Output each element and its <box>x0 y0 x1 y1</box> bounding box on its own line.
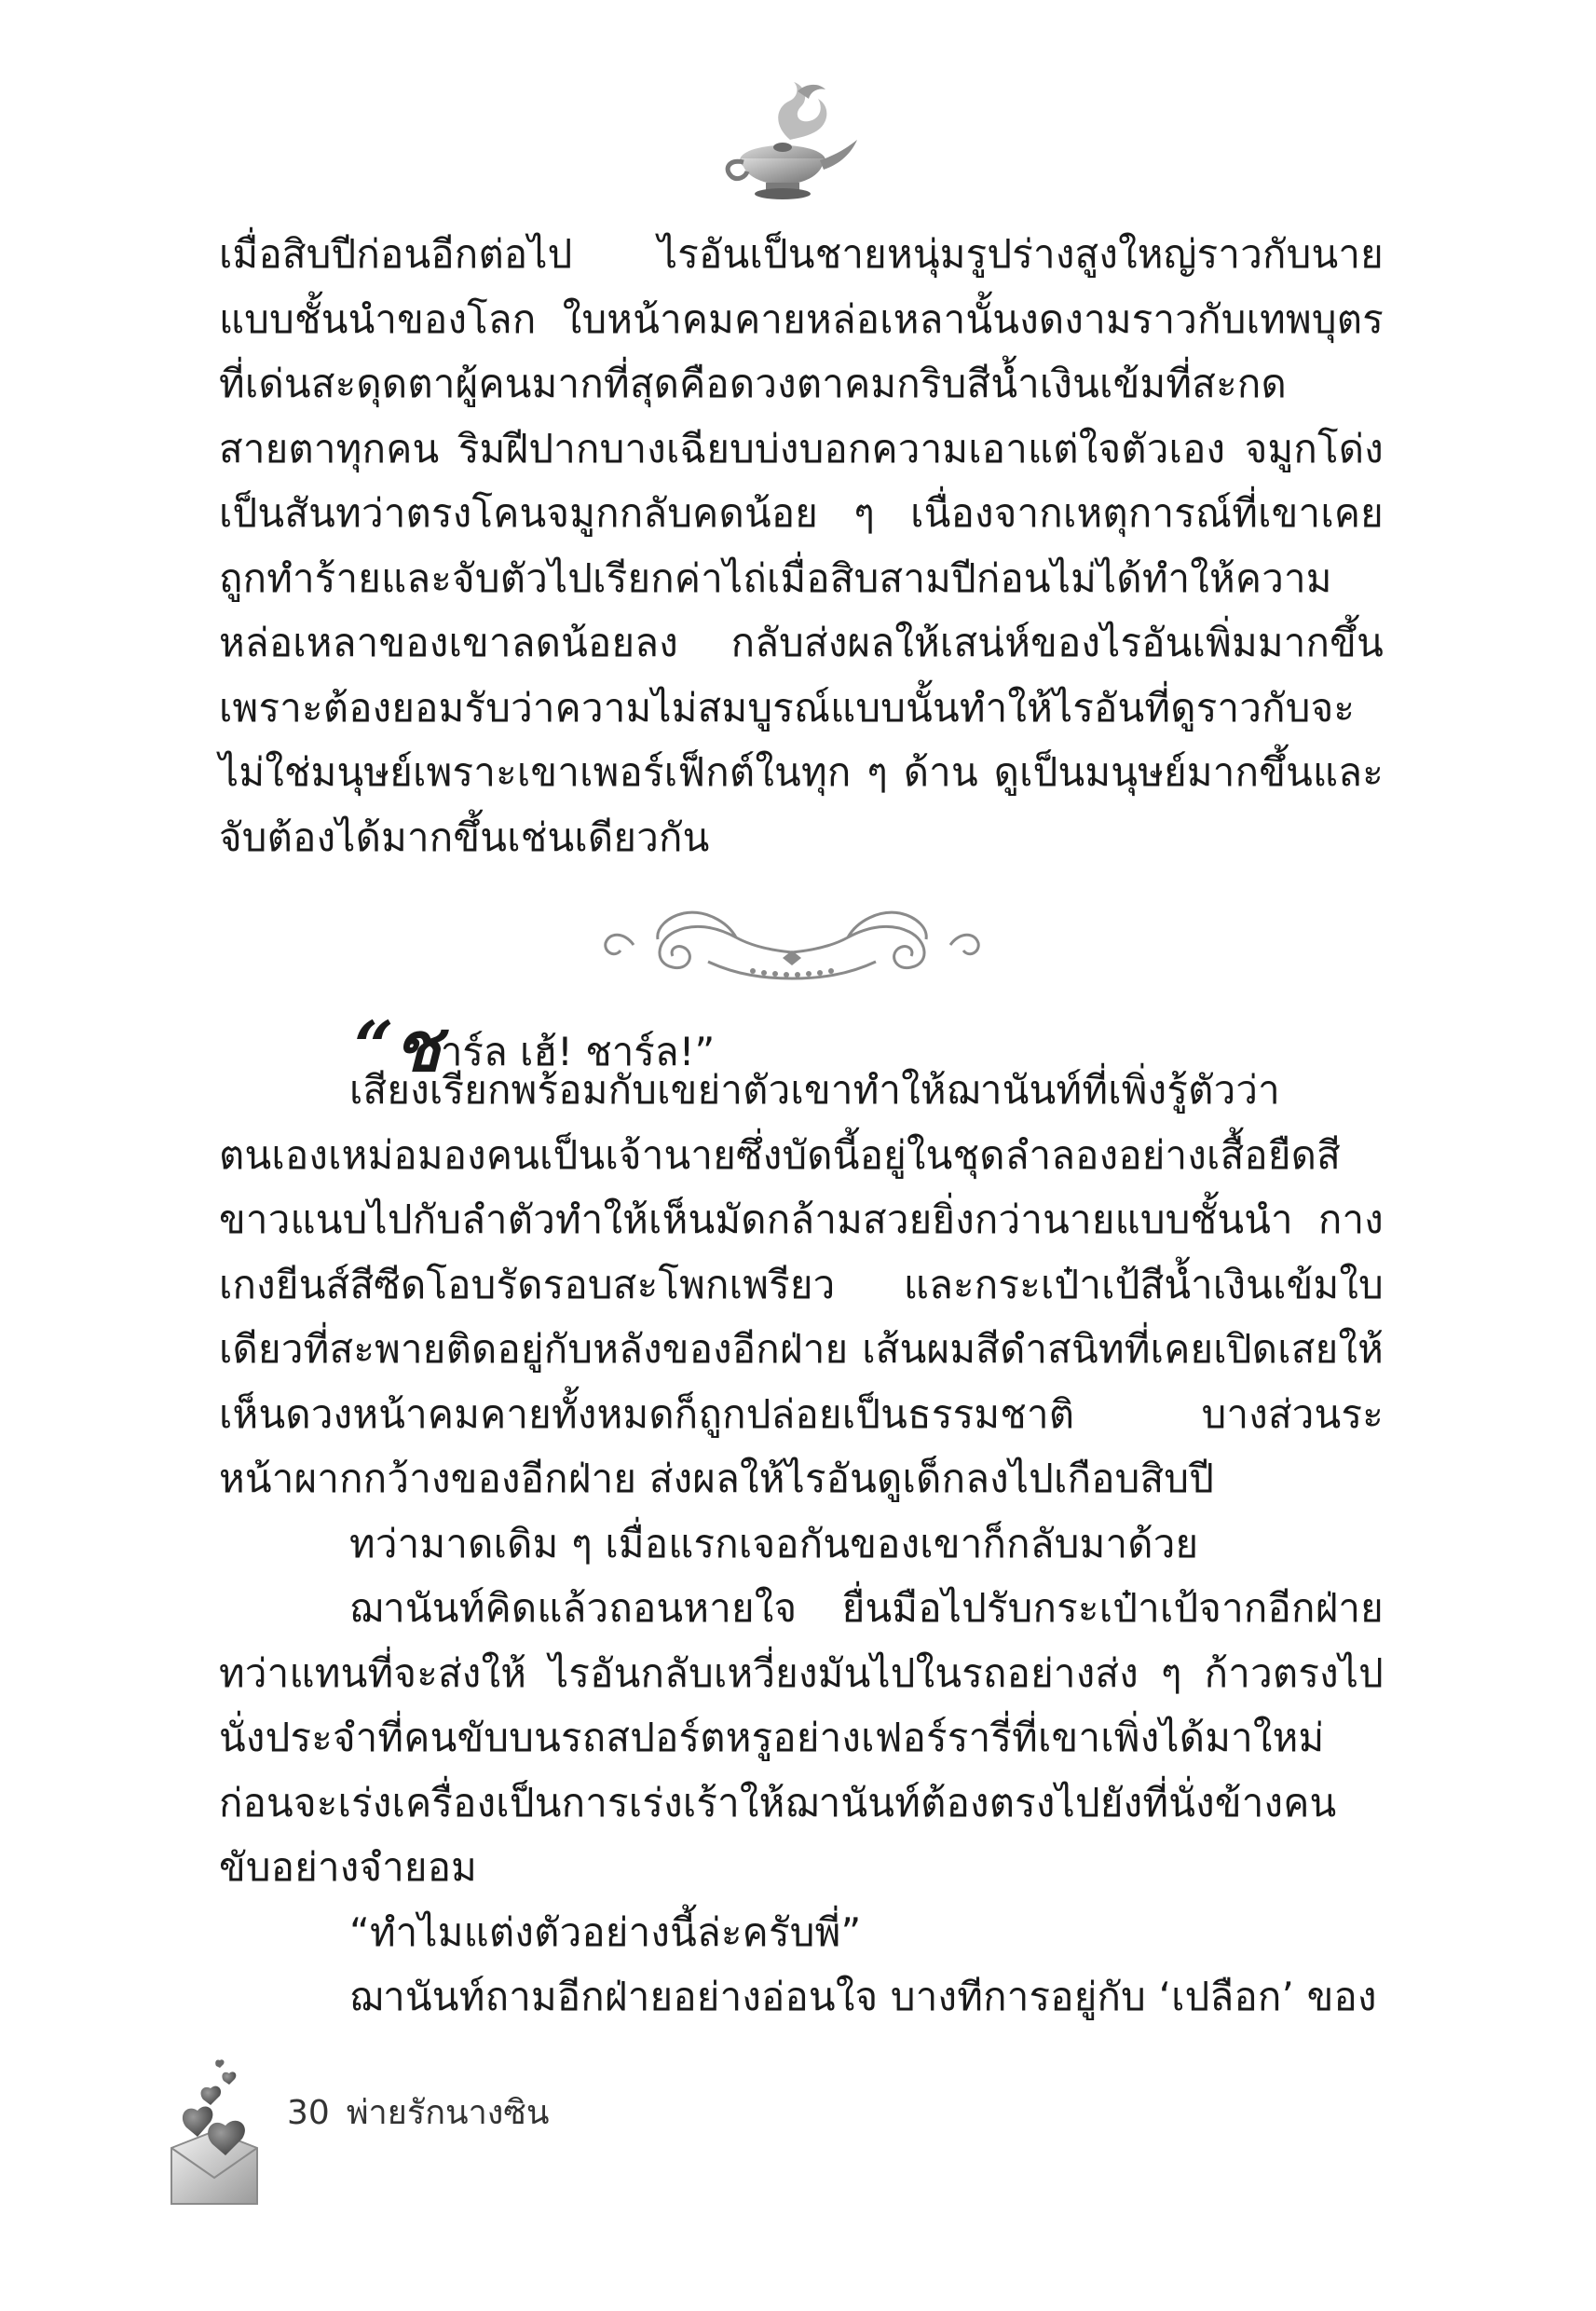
book-title: พ่ายรักนางซิน <box>346 2094 550 2132</box>
paragraph: “ทำไมแต่งตัวอย่างนี้ล่ะครับพี่” <box>349 1908 862 1955</box>
text-block-intro <box>219 222 1384 869</box>
dialogue-text: าร์ล เฮ้! ชาร์ล!” <box>440 1029 716 1074</box>
paragraph: ทว่ามาดเดิม ๆ เมื่อแรกเจอกันของเขาก็กลับมาด้วย <box>349 1520 1199 1566</box>
flourish-divider-icon <box>596 885 988 988</box>
page-footer <box>287 2085 549 2139</box>
initial-letter: ช <box>393 1007 441 1087</box>
paragraph: เมื่อสิบปีก่อนอีกต่อไป ไรอันเป็นชายหนุ่มรูปร่างสูงใหญ่ราวกับนายแบบชั้นนำของโลก ใบหน้าคมคายหล่อเหลานั้นงดงามราวกับเทพบุตร ที่เด่นสะดุดตาผู้คนมากที่สุดคือดวงตาคมกริบสีน้ำเงินเข้มที่สะกดสายตาทุกคน ริมฝีปากบางเฉียบบ่งบอกความเอาแต่ใจตัวเอง จมูกโด่งเป็นสันทว่าตรงโคนจมูกกลับคดน้อย ๆ เนื่องจากเหตุการณ์ที่เขาเคยถูกทำร้ายและจับตัวไปเรียกค่าไถ่เมื่อสิบสามปีก่อนไม่ได้ทำให้ความหล่อเหลาของเขาลดน้อยลง กลับส่งผลให้เสน่ห์ของไรอันเพิ่มมากขึ้น เพราะต้องยอมรับว่าความไม่สมบูรณ์แบบนั้นทำให้ไรอันที่ดูราวกับจะไม่ใช่มนุษย์เพราะเขาเพอร์เฟ็กต์ในทุก ๆ ด้าน ดูเป็นมนุษย์มากขึ้นและจับต้องได้มากขึ้นเช่นเดียวกัน <box>219 231 1384 860</box>
open-quote: “ <box>354 1007 394 1087</box>
paragraph: ฌานันท์ถามอีกฝ่ายอย่างอ่อนใจ บางทีการอยู่กับ ‘เปลือก’ ของ <box>349 1974 1377 2019</box>
paragraph: เสียงเรียกพร้อมกับเขย่าตัวเขาทำให้ฌานันท์ที่เพิ่งรู้ตัวว่าตนเองเหม่อมองคนเป็นเจ้านายซึ่งบัดนี้อยู่ในชุดลำลองอย่างเสื้อยืดสีขาวแนบไปกับลำตัวทำให้เห็นมัดกล้ามสวยยิ่งกว่านายแบบชั้นนำ กางเกงยีนส์สีซีดโอบรัดรอบสะโพกเพรียว และกระเป๋าเป้สีน้ำเงินเข้มใบเดียวที่สะพายติดอยู่กับหลังของอีกฝ่าย เส้นผมสีดำสนิทที่เคยเปิดเสยให้เห็นดวงหน้าคมคายทั้งหมดก็ถูกปล่อยเป็นธรรมชาติ บางส่วนระหน้าผากกว้างของอีกฝ่าย ส่งผลให้ไรอันดูเด็กลงไปเกือบสิบปี <box>219 1067 1384 1501</box>
text-block-main <box>219 1058 1384 2030</box>
paragraph: ฌานันท์คิดแล้วถอนหายใจ ยื่นมือไปรับกระเป๋าเป้จากอีกฝ่าย ทว่าแทนที่จะส่งให้ ไรอันกลับเหวี่ยงมันไปในรถอย่างส่ง ๆ ก้าวตรงไปนั่งประจำที่คนขับบนรถสปอร์ตหรูอย่างเฟอร์รารี่ที่เขาเพิ่งได้มาใหม่ ก่อนจะเร่งเครื่องเป็นการเร่งเร้าให้ฌานันท์ต้องตรงไปยังที่นั่งข้างคนขับอย่างจำยอม <box>219 1585 1384 1890</box>
page-number: 30 <box>287 2094 330 2132</box>
hearts-envelope-icon <box>158 2055 270 2213</box>
genie-lamp-icon <box>708 75 866 205</box>
